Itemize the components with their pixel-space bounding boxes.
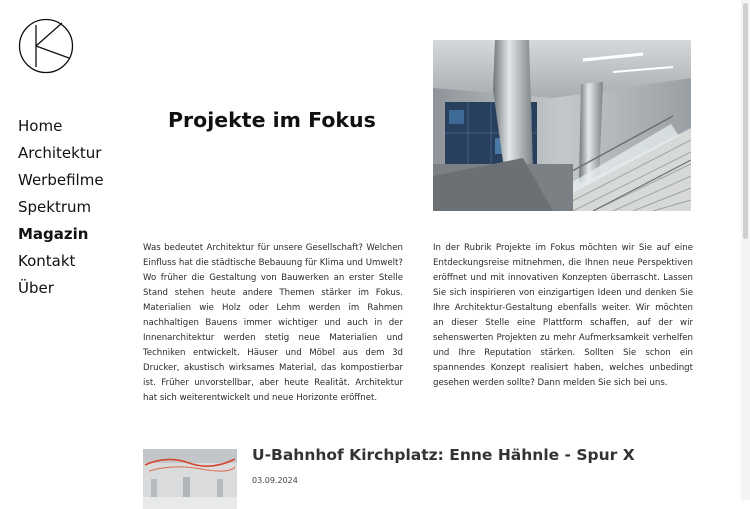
nav-item-home[interactable]: Home <box>18 117 63 135</box>
nav-item-architektur[interactable]: Architektur <box>18 144 102 162</box>
article-title[interactable]: U-Bahnhof Kirchplatz: Enne Hähnle - Spur X <box>252 446 635 464</box>
main-navigation <box>18 113 104 302</box>
page-scrollbar[interactable] <box>741 0 750 500</box>
intro-text-left: Was bedeutet Architektur für unsere Gesellschaft? Welchen Einfluss hat die städtische Bebauung für Klima und Umwelt? Wo früher die Gestaltung von Bauwerken an erster Stelle Stand stehen heute andere Themen stärker im Fokus. Materialien wie Holz oder Lehm werden im Rahmen nachhaltigen Bauens immer wichtiger und auch in der Innenarchitektur werden stetig neue Materialien und Techniken entwickelt. Häuser und Möbel aus dem 3d Drucker, akustisch wirksames Material, das kompostierbar ist. Früher unvorstellbar, aber heute Realität. Architektur hat sich weiterentwickelt und neue Horizonte eröffnet. <box>143 243 403 404</box>
article-date: 03.09.2024 <box>252 476 298 485</box>
nav-item-ueber[interactable]: Über <box>18 279 54 297</box>
hero-image <box>433 40 691 211</box>
nav-item-magazin[interactable]: Magazin <box>18 225 89 243</box>
intro-text-right: In der Rubrik Projekte im Fokus möchten wir Sie auf eine Entdeckungsreise mitnehmen, die Ihnen neue Perspektiven eröffnet und mit innovativen Konzepten überrascht. Lassen Sie sich inspirieren von einzigartigen Ideen und denken Sie Ihre Architektur-Gestaltung ebenfalls weiter. Wir möchten an dieser Stelle eine Plattform schaffen, auf der wir sehenswerten Projekten zu mehr Aufmerksamkeit verhelfen und Ihre Reputation stärken. Sollten Sie schon ein spannendes Konzept realisiert haben, welches unbedingt gesehen werden sollte? Dann melden Sie sich bei uns. <box>433 243 693 389</box>
logo-mark-icon <box>18 18 74 74</box>
page-title: Projekte im Fokus <box>168 108 376 132</box>
site-logo[interactable] <box>18 18 74 74</box>
article-thumbnail[interactable] <box>143 449 237 509</box>
scrollbar-thumb[interactable] <box>743 3 748 239</box>
nav-item-spektrum[interactable]: Spektrum <box>18 198 92 216</box>
nav-item-kontakt[interactable]: Kontakt <box>18 252 76 270</box>
nav-item-werbefilme[interactable]: Werbefilme <box>18 171 104 189</box>
